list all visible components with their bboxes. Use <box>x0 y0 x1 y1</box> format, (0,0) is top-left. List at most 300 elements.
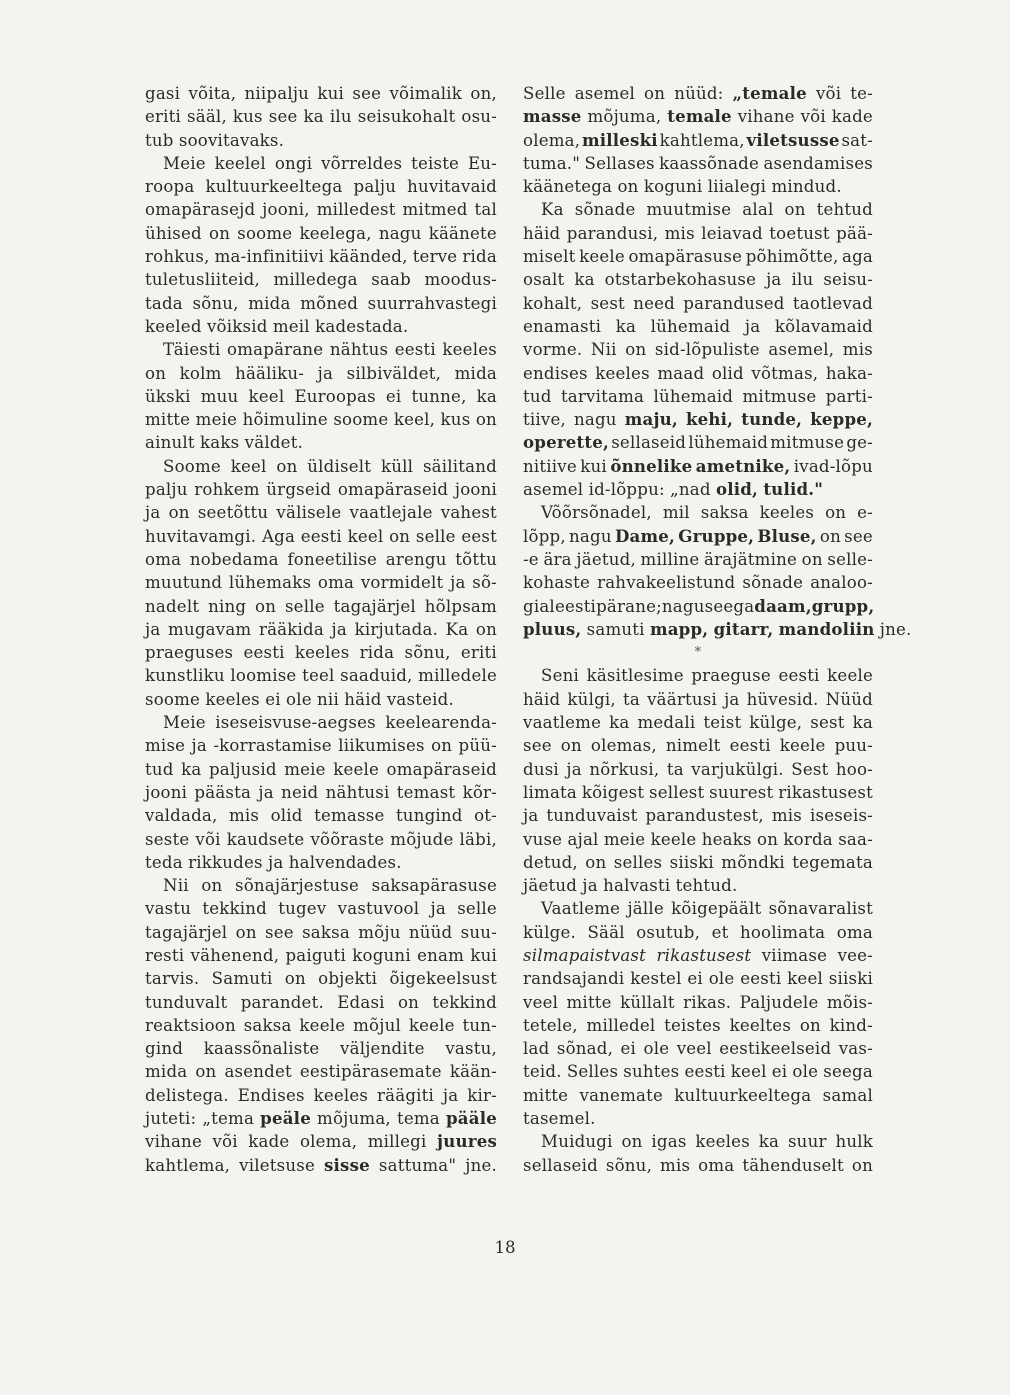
word: hulk <box>835 1132 873 1152</box>
text-line <box>523 641 873 664</box>
word: saksapärasuse <box>371 876 497 896</box>
word: Sest <box>791 759 829 779</box>
word: keelega, <box>299 223 372 243</box>
word: tema <box>396 1109 440 1129</box>
word: rääkida <box>258 619 324 639</box>
word: õnnelike <box>610 455 693 476</box>
text-line <box>523 991 873 1014</box>
page-number: 18 <box>494 1238 516 1257</box>
word: seetõttu <box>197 503 269 523</box>
word: halvendades. <box>288 852 402 872</box>
text-line <box>145 944 497 967</box>
text-line <box>523 548 873 571</box>
word: tunde, <box>741 409 803 430</box>
word: Muidugi <box>541 1132 613 1152</box>
word: korda <box>783 829 833 849</box>
word: maju, <box>624 409 678 430</box>
word: välisele <box>276 503 342 523</box>
word: mõjude <box>390 829 454 849</box>
word: võimalik <box>389 84 463 103</box>
word: mitmuse <box>742 386 817 406</box>
text-line <box>145 105 497 128</box>
word: mindud. <box>771 177 842 197</box>
text-line <box>523 525 873 548</box>
word: praeguses <box>145 643 234 663</box>
word: vasteid. <box>386 689 454 709</box>
word: või <box>195 829 221 849</box>
word: asendamises <box>763 153 873 173</box>
word: ka <box>758 1132 780 1152</box>
word: olema, <box>299 1132 358 1152</box>
text-line <box>145 828 497 851</box>
word: mis <box>664 223 695 243</box>
word: selle- <box>827 549 873 569</box>
text-line <box>145 408 497 431</box>
word: Sellases <box>584 153 655 173</box>
word: huvitavaid <box>407 177 497 197</box>
word: tiive, <box>523 410 566 430</box>
word: sõnade <box>574 200 636 220</box>
word: kõlavamaid <box>774 316 873 336</box>
word: kade <box>831 107 873 127</box>
word: väldet. <box>244 433 304 453</box>
word: lõpp, <box>523 526 566 546</box>
word: soome <box>145 689 201 709</box>
word: Täiesti <box>163 340 221 360</box>
word: keele <box>827 666 873 686</box>
word: oma <box>317 573 355 593</box>
word: rida <box>462 247 497 267</box>
word: endises <box>523 363 588 383</box>
word: alal <box>742 200 774 220</box>
word: kadestada. <box>315 316 409 336</box>
word: mitmed <box>402 200 468 220</box>
word: sat- <box>841 130 873 150</box>
word: kaassõnade <box>659 153 760 173</box>
word: operette, <box>523 432 609 453</box>
word: tunduvaist <box>546 806 638 826</box>
text-line <box>523 105 873 128</box>
word: omapäraseid <box>386 759 497 779</box>
word: eestipärasemate <box>299 1062 442 1082</box>
word: või <box>815 84 842 103</box>
word: keel <box>347 526 384 546</box>
word: soovitavaks. <box>178 130 285 150</box>
word: eesti <box>684 1062 726 1082</box>
word: ja <box>268 852 284 872</box>
word: suhtes <box>623 1062 680 1082</box>
word: see <box>268 107 298 127</box>
word: on <box>145 363 167 383</box>
text-line <box>145 1107 497 1130</box>
word: „tema <box>202 1109 255 1129</box>
word: aga <box>841 247 873 267</box>
text-line <box>523 1154 873 1177</box>
word: Gruppe, <box>678 525 755 546</box>
word: lühemaid <box>688 433 769 453</box>
word: mitte <box>145 410 191 430</box>
word: keele <box>650 829 697 849</box>
word: on <box>168 503 190 523</box>
text-line <box>145 222 497 245</box>
word: osu- <box>461 107 497 127</box>
word: need <box>633 293 675 313</box>
word: mitte <box>523 1085 569 1105</box>
word: mõjuma, <box>317 1109 391 1129</box>
word: seega <box>704 596 755 616</box>
word: muutmise <box>646 200 732 220</box>
word: säilitand <box>422 456 497 476</box>
word: kind- <box>829 1015 873 1035</box>
word: ajal <box>567 829 599 849</box>
word: on <box>431 736 453 756</box>
word: Meie <box>163 713 206 733</box>
word: Selles <box>566 1062 619 1082</box>
word: eesti <box>778 666 820 686</box>
word: olid, <box>715 479 759 500</box>
word: tehtud. <box>675 876 738 896</box>
word: rida <box>359 643 395 663</box>
word: sest <box>810 713 845 733</box>
word: limata <box>523 782 578 802</box>
word: viletsuse <box>239 1155 315 1175</box>
word: ja <box>523 806 539 826</box>
text-line <box>523 129 873 152</box>
word: parandused <box>683 293 785 313</box>
word: ja <box>744 316 761 336</box>
word: muu <box>200 386 239 406</box>
word: olema, <box>523 130 581 150</box>
word: ära <box>543 549 572 569</box>
text-line <box>145 734 497 757</box>
word: jooni <box>145 782 188 802</box>
word: „nad <box>670 480 711 500</box>
word: mis <box>660 1155 691 1175</box>
word: keeles <box>442 340 497 360</box>
word: koguni <box>352 945 411 965</box>
word: jäetud <box>523 876 578 896</box>
word: saa- <box>838 829 873 849</box>
text-line <box>145 897 497 920</box>
text-line <box>145 268 497 291</box>
text-line <box>145 991 497 1014</box>
word: tegemata <box>792 852 873 872</box>
word: milledega <box>273 270 358 290</box>
text-line <box>145 501 497 524</box>
word: eesti <box>394 340 436 360</box>
text-line <box>145 781 497 804</box>
word: nagu <box>574 410 617 430</box>
word: võiksid <box>206 316 268 336</box>
text-line <box>523 897 873 920</box>
word: meie <box>284 759 326 779</box>
word: on <box>201 876 223 896</box>
word: analoo- <box>810 573 873 593</box>
word: vas- <box>838 1039 873 1059</box>
word: Samuti <box>211 969 273 989</box>
word: Euroopas <box>294 386 376 406</box>
word: enamasti <box>523 316 602 336</box>
word: asemel <box>523 480 584 500</box>
word: kään- <box>449 1062 497 1082</box>
word: ta <box>666 759 684 779</box>
word: keelearenda- <box>385 713 497 733</box>
text-line <box>523 408 873 431</box>
word: on <box>801 549 823 569</box>
word: on <box>389 526 411 546</box>
word: halvasti <box>603 876 671 896</box>
word: gasi <box>145 84 181 103</box>
word: toetust <box>769 223 830 243</box>
text-line <box>523 431 873 454</box>
text-line <box>523 734 873 757</box>
word: teel <box>302 666 335 686</box>
word: suur <box>787 1132 827 1152</box>
word: eesti <box>300 526 342 546</box>
word: ma-infinitiivi <box>214 247 325 267</box>
word: olid <box>711 363 744 383</box>
word: detud, <box>523 852 578 872</box>
word: otstarbekohasuse <box>604 270 757 290</box>
word: seste <box>145 829 190 849</box>
word: tud <box>145 759 174 779</box>
text-line <box>523 175 873 198</box>
text-line <box>145 245 497 268</box>
word: lühemaid <box>650 316 731 336</box>
word: kolm <box>179 363 222 383</box>
word: mõis- <box>826 992 873 1012</box>
word: medali <box>637 713 696 733</box>
word: ükski <box>145 386 191 406</box>
word: vormidelt <box>360 573 444 593</box>
word: temast <box>396 782 456 802</box>
word: ja <box>582 876 598 896</box>
word: sellaseid <box>523 1155 598 1175</box>
text-line <box>145 431 497 454</box>
text-line <box>523 921 873 944</box>
word: ei <box>385 386 402 406</box>
word: ja <box>191 736 207 756</box>
text-line <box>145 967 497 990</box>
word: kaudsete <box>226 829 305 849</box>
word: päästa <box>194 782 252 802</box>
text-line <box>145 1014 497 1037</box>
word: Edasi <box>337 992 385 1012</box>
word: seisukohalt <box>357 107 456 127</box>
word: resti <box>145 945 185 965</box>
word: suu- <box>460 922 497 942</box>
word: võõraste <box>310 829 385 849</box>
text-line <box>523 1130 873 1153</box>
word: käänetega <box>523 177 613 197</box>
word: väljendite <box>340 1039 425 1059</box>
word: ja <box>766 270 782 290</box>
word: tunne, <box>411 386 467 406</box>
word: eesti <box>729 736 771 756</box>
word: on <box>475 410 497 430</box>
word: sõnu, <box>605 1155 653 1175</box>
word: parti- <box>825 386 873 406</box>
text-line <box>523 455 873 478</box>
word: mida <box>454 363 497 383</box>
word: paiguti <box>285 945 346 965</box>
word: kirjutada. <box>354 619 439 639</box>
word: kahtlema, <box>145 1155 231 1175</box>
word: ta <box>623 689 640 709</box>
word: nõrkusi, <box>589 759 660 779</box>
word: ärajätmine <box>704 549 798 569</box>
word: Vaatleme <box>541 899 621 919</box>
word: parandusi, <box>566 223 659 243</box>
word: tarvis. <box>145 969 200 989</box>
text-line <box>523 82 873 105</box>
text-line <box>523 245 873 268</box>
word: ka <box>476 386 497 406</box>
word: rikkudes <box>188 852 263 872</box>
word: hääliku- <box>235 363 305 383</box>
word: omapäraseid <box>337 480 449 500</box>
text-line <box>145 292 497 315</box>
text-line <box>523 944 873 967</box>
text-line <box>145 641 497 664</box>
word: sõnavaralist <box>768 899 873 919</box>
word: nimelt <box>665 736 721 756</box>
text-line <box>523 198 873 221</box>
word: terve <box>412 247 458 267</box>
word: ürgseid <box>266 480 332 500</box>
word: keele <box>779 736 826 756</box>
word: ja <box>331 619 347 639</box>
word: sisse <box>324 1154 370 1175</box>
word: objekti <box>318 969 378 989</box>
word: omapärane <box>227 340 324 360</box>
word: käänded, <box>329 247 408 267</box>
word: kohaste <box>523 573 591 593</box>
word: seega <box>823 1062 873 1082</box>
word: tehtud <box>816 200 873 220</box>
word: teda <box>145 852 183 872</box>
text-line <box>145 571 497 594</box>
word: püü- <box>458 736 497 756</box>
text-line <box>523 362 873 385</box>
word: reaktsioon <box>145 1015 236 1035</box>
word: kunstliku <box>145 666 225 686</box>
word: nähtusi <box>325 782 390 802</box>
word: samuti <box>586 619 645 639</box>
word: kõr- <box>462 782 497 802</box>
word: teistes <box>664 1015 721 1035</box>
word: omapärasejd <box>145 200 256 220</box>
word: Bluse, <box>757 525 817 546</box>
word: parandustest, <box>645 806 764 826</box>
word: külge, <box>749 713 803 733</box>
word: kultuurkeeltega <box>674 1085 812 1105</box>
word: silmapaistvast <box>523 945 647 965</box>
word: grupp, <box>811 595 875 616</box>
word: on <box>621 1132 643 1152</box>
word: see <box>844 526 873 546</box>
text-line <box>523 501 873 524</box>
word: ametnike, <box>695 455 791 476</box>
text-line <box>523 781 873 804</box>
word: moodus- <box>424 270 497 290</box>
word: sõnu, <box>404 643 451 663</box>
word: rikastusest <box>778 782 873 802</box>
word: tud <box>523 386 552 406</box>
word: teist <box>703 713 742 733</box>
word: tal <box>474 200 497 220</box>
word: ei <box>771 1062 788 1082</box>
word: vaatleme <box>523 713 602 733</box>
word: kestel <box>630 969 682 989</box>
word: sellest <box>649 782 705 802</box>
text-line <box>523 664 873 687</box>
word: mitte <box>566 992 612 1012</box>
text-line <box>523 595 873 618</box>
word: nagu <box>661 596 705 616</box>
text-line <box>523 152 873 175</box>
word: keeles <box>294 643 350 663</box>
word: Sääl <box>587 922 625 942</box>
word: ja <box>317 363 334 383</box>
word: suurest <box>709 782 774 802</box>
word: -e <box>523 549 539 569</box>
word: kultuurkeeltega <box>205 177 343 197</box>
text-line <box>523 828 873 851</box>
word: külgi, <box>567 689 616 709</box>
word: keeltes <box>729 1015 792 1035</box>
word: nitiive <box>523 456 577 476</box>
word: kus <box>440 410 471 430</box>
word: keele <box>299 1015 346 1035</box>
word: selle <box>415 526 456 546</box>
text-line <box>145 315 497 338</box>
text-line <box>523 804 873 827</box>
word: e- <box>857 503 873 523</box>
word: kehi, <box>685 409 734 430</box>
word: rohkus, <box>145 247 210 267</box>
word: ja <box>442 1085 459 1105</box>
word: vee- <box>837 945 873 965</box>
word: keele <box>333 759 380 779</box>
word: ka <box>852 713 873 733</box>
word: kaks <box>200 433 240 453</box>
word: milledele <box>418 666 497 686</box>
word: hõimuline <box>242 410 328 430</box>
word: ja <box>258 782 274 802</box>
word: keel <box>787 969 823 989</box>
text-line <box>145 711 497 734</box>
word: meie <box>195 410 238 430</box>
word: eestipärane; <box>554 596 662 616</box>
word: igas <box>651 1132 687 1152</box>
word: sõnade <box>742 573 804 593</box>
word: sest <box>590 293 625 313</box>
word: Ka <box>541 200 564 220</box>
text-line <box>145 758 497 781</box>
word: tarvitama <box>560 386 645 406</box>
word: on <box>819 526 841 546</box>
text-line <box>145 804 497 827</box>
word: on <box>560 736 582 756</box>
word: ole <box>286 689 312 709</box>
word: see <box>523 736 552 756</box>
word: häid <box>523 689 561 709</box>
word: suurrahvastegi <box>367 293 497 313</box>
word: tasemel. <box>523 1109 596 1129</box>
word: kade <box>248 1132 290 1152</box>
word: neid <box>281 782 319 802</box>
